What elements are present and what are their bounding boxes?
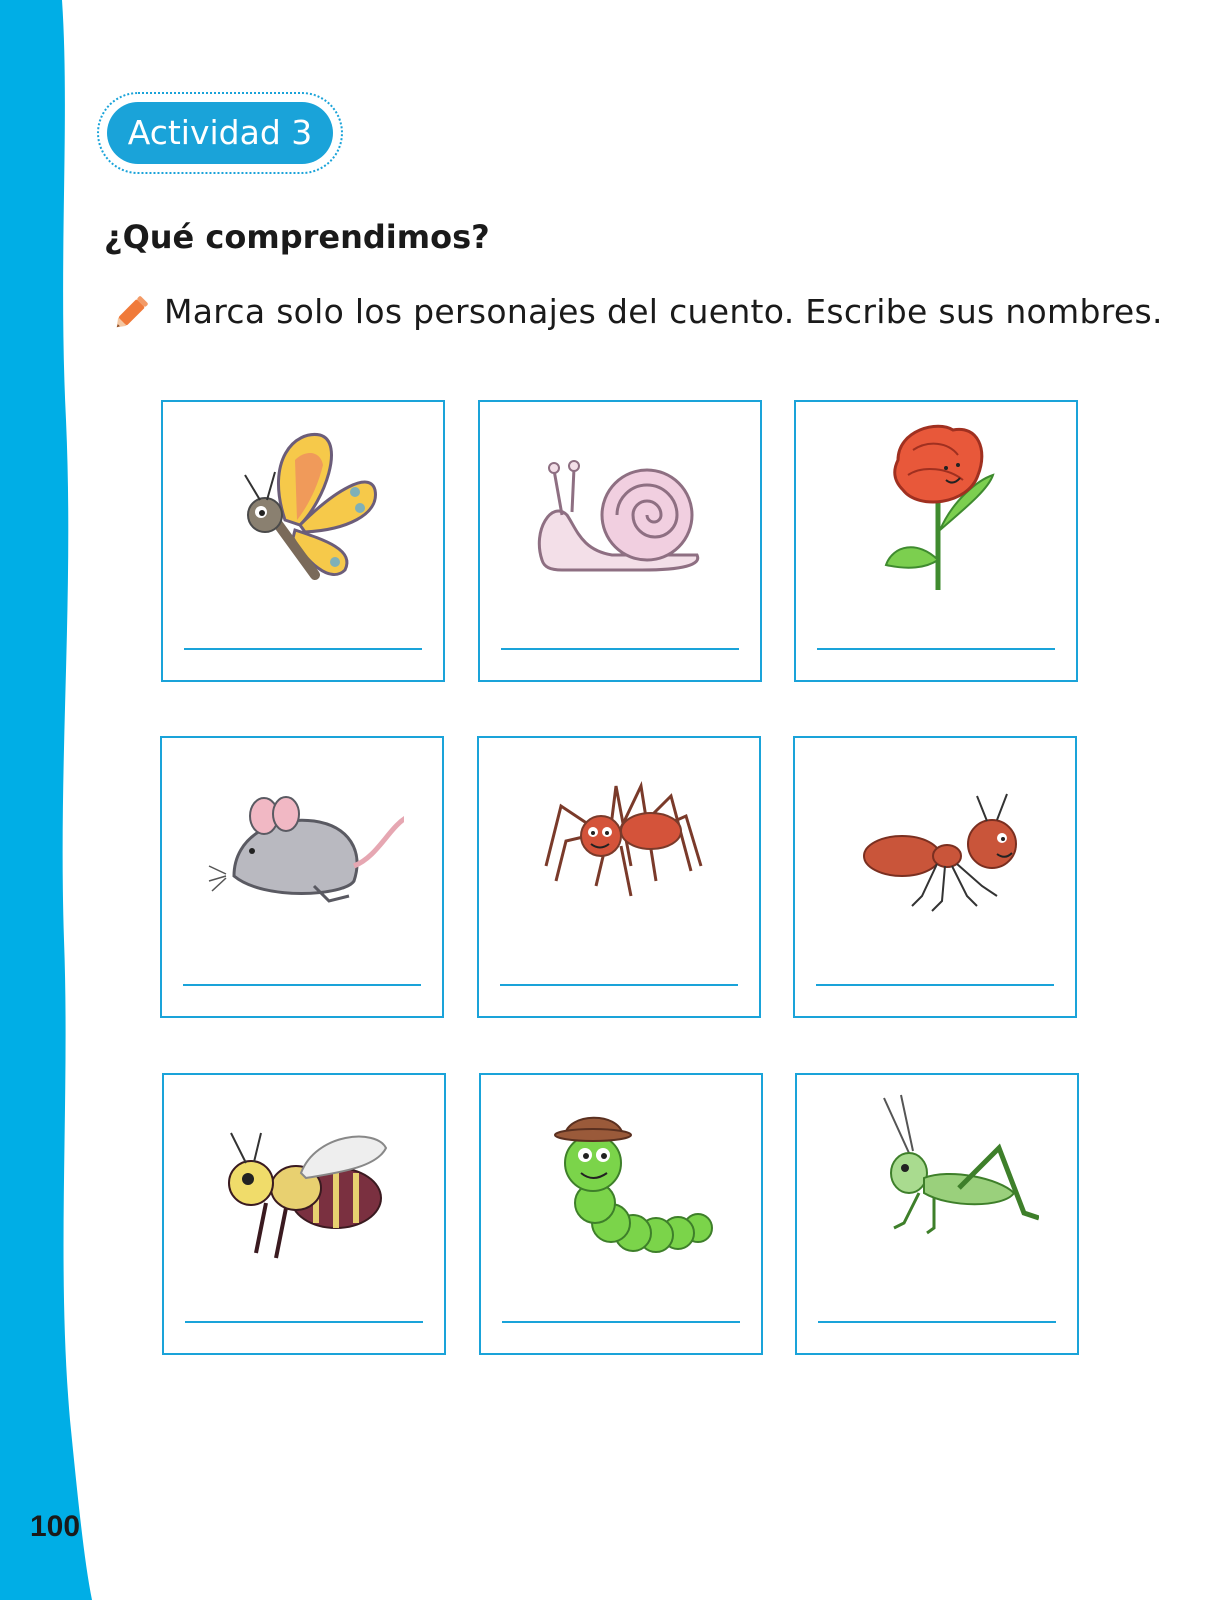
answer-text (164, 1293, 444, 1294)
instruction-text: Marca solo los personajes del cuento. Escribe sus nombres. (164, 291, 1163, 331)
activity-label: Actividad 3 (107, 102, 333, 164)
answer-line[interactable] (184, 648, 422, 650)
answer-line[interactable] (817, 648, 1055, 650)
caterpillar-icon (523, 1093, 723, 1273)
mouse-icon (204, 756, 404, 936)
answer-text (795, 956, 1075, 957)
rose-icon (838, 420, 1038, 600)
answer-card-mouse[interactable] (160, 736, 444, 1018)
answer-card-ant[interactable] (793, 736, 1077, 1018)
bee-icon (206, 1093, 406, 1273)
answer-text (797, 1293, 1077, 1294)
spider-icon (521, 756, 721, 936)
answer-text (479, 956, 759, 957)
answer-card-butterfly[interactable] (161, 400, 445, 682)
answer-line[interactable] (818, 1321, 1056, 1323)
answer-card-grasshopper[interactable] (795, 1073, 1079, 1355)
answer-line[interactable] (185, 1321, 423, 1323)
answer-line[interactable] (183, 984, 421, 986)
butterfly-icon (205, 420, 405, 600)
snail-icon (522, 420, 722, 600)
answer-line[interactable] (502, 1321, 740, 1323)
answer-card-bee[interactable] (162, 1073, 446, 1355)
section-title: ¿Qué comprendimos? (104, 218, 490, 256)
answer-text (163, 620, 443, 621)
answer-line[interactable] (500, 984, 738, 986)
instruction (112, 290, 1163, 332)
side-band (0, 0, 100, 1600)
answer-card-spider[interactable] (477, 736, 761, 1018)
answer-line[interactable] (816, 984, 1054, 986)
answer-card-rose[interactable] (794, 400, 1078, 682)
answer-text (162, 956, 442, 957)
answer-text (480, 620, 760, 621)
activity-badge (97, 92, 343, 174)
answer-card-caterpillar[interactable] (479, 1073, 763, 1355)
page-number: 100 (30, 1510, 81, 1543)
ant-icon (837, 756, 1037, 936)
grasshopper-icon (839, 1093, 1039, 1273)
answer-card-snail[interactable] (478, 400, 762, 682)
answer-text (481, 1293, 761, 1294)
answer-line[interactable] (501, 648, 739, 650)
pencil-icon (112, 290, 154, 332)
answer-text (796, 620, 1076, 621)
